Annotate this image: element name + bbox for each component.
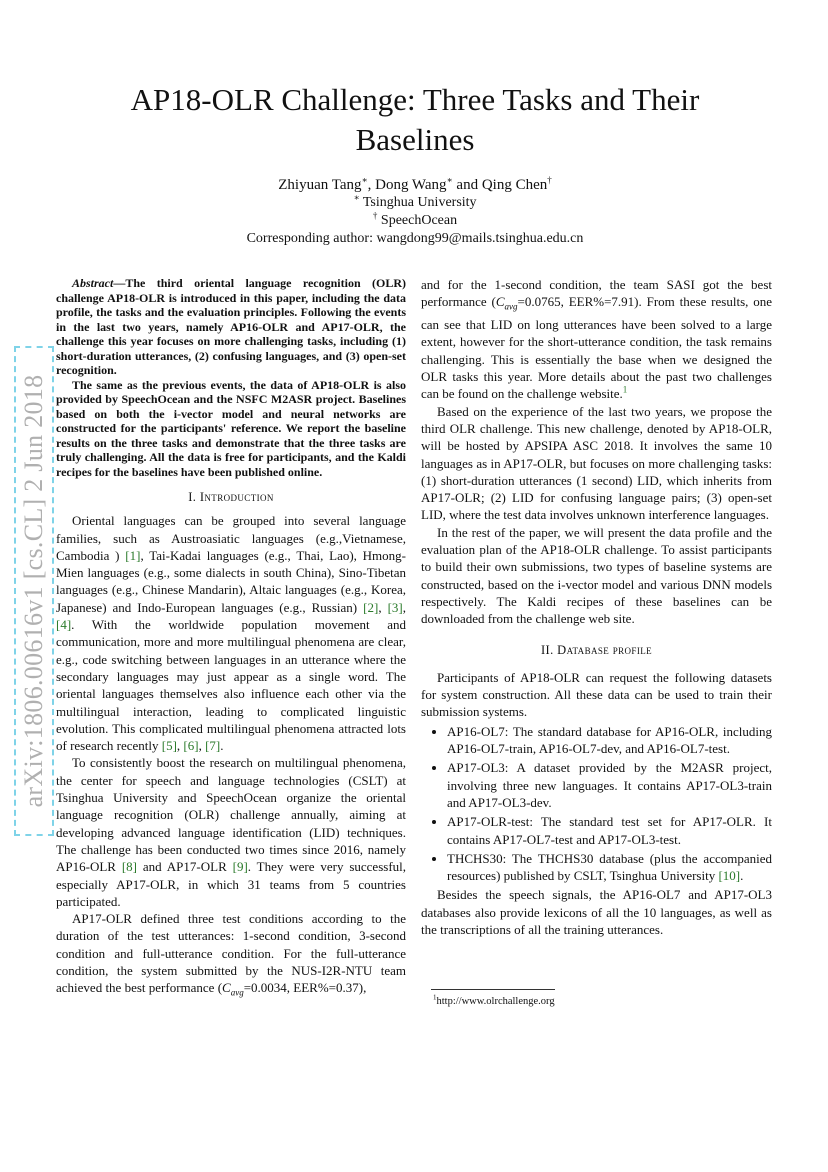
paper-title: AP18-OLR Challenge: Three Tasks and Their Baselines [130, 82, 700, 157]
list-item: • AP16-OL7: The standard database for AP16-OLR, including AP16-OL7-train, AP16-OL7-dev, and AP16-OL7-test. [447, 723, 772, 758]
right-paragraph-1: and for the 1-second condition, the team SASI got the best performance ($C_{avg}=0.0765$, EER%=7.91). From these results, one can see that LID on long utterances have been solved to a large extent, however for the short-utterance condition, the task remains challenging. This is essentially the base when we designed the OLR tasks this year. More details about the past two challenges can be found on the challenge website.$^1$ [421, 277, 772, 402]
list-item: • AP17-OL3: A dataset provided by the M2ASR project, involving three new languages. It contains AP17-OL3-train and AP17-OL3-dev. [447, 759, 772, 811]
citation-link[interactable]: [8] [121, 859, 137, 875]
citation-link[interactable]: [1] [125, 547, 141, 563]
abstract-paragraph-2: The same as the previous events, the data of AP18-OLR is also provided by SpeechOcean and the NSFC M2ASR project. Baselines based on both the i-vector model and neural networks are constructed for the participants' reference. We report the baseline results on the three tasks and demonstrate that the three tasks are truly challenging. All the data is free for participants, and the Kaldi recipes for the baselines have been published online. [56, 377, 406, 479]
abstract-paragraph-1: Abstract—The third oriental language recognition (OLR) challenge AP18-OLR is introduced in this paper, including the data profile, the tasks and the evaluation principles. Following the events in the last two years, namely AP16-OLR and AP17-OLR, the challenge this year focuses on more challenging tasks, including (1) short-duration utterances, (2) confusing languages, and (3) open-set recognition. [56, 276, 406, 377]
list-item: • THCHS30: The THCHS30 database (plus the accompanied resources) published by CSLT, Tsinghua University [10]. [447, 850, 772, 885]
citation-link[interactable]: [4] [56, 617, 72, 633]
affiliation-2: † SpeechOcean [372, 210, 458, 228]
arxiv-identifier: arXiv:1806.00616v1 [cs.CL] 2 Jun 2018 [19, 374, 48, 808]
abstract [56, 276, 406, 479]
author-block [80, 176, 750, 248]
citation-link[interactable]: [6] [183, 738, 199, 754]
right-paragraph-5: Besides the speech signals, the AP16-OL7 and AP17-OL3 databases also provide lexicons of all the 10 languages, as well as the transcriptions of all the training utterances. [421, 887, 772, 937]
citation-link[interactable]: [9] [232, 859, 248, 875]
author-names: Zhiyuan Tang∗, Dong Wang∗ and Qing Chen† [278, 175, 552, 193]
right-paragraph-4: Participants of AP18-OLR can request the following datasets for system construction. All these data can be used to train their submission systems. [421, 669, 772, 720]
footnote-link[interactable]: 1 [622, 385, 628, 396]
citation-link[interactable]: [7] [205, 738, 221, 754]
cavg-symbol: $C_{avg}$ [222, 980, 244, 998]
arxiv-identifier-stamp [14, 346, 54, 836]
corresponding-author: Corresponding author: wangdong99@mails.tsinghua.edu.cn [246, 231, 584, 246]
list-item: • AP17-OLR-test: The standard test set for AP17-OLR. It contains AP17-OL7-test and AP17-OL3-test. [447, 813, 772, 848]
section-heading-introduction: I. Introduction [188, 490, 274, 504]
citation-link[interactable]: [5] [161, 738, 177, 754]
footnote: $^1$http://www.olrchallenge.org [433, 993, 555, 1007]
right-paragraph-3: In the rest of the paper, we will present the data profile and the evaluation plan of the AP18-OLR challenge. To assist participants to build their own submissions, two types of baseline systems are constructed, based on the i-vector model and various DNN models respectively. The Kaldi recipes of these baselines can be downloaded from the challenge web site. [421, 524, 772, 627]
affiliation-1: ∗ Tsinghua University [353, 192, 477, 210]
intro-paragraph-3: AP17-OLR defined three test conditions according to the duration of the test utterances: 1-second condition, 3-second condition and full-utterance condition. For the full-utterance condition, the system submitted by the NUS-I2R-NTU team achieved the best performance ($C_{avg}=0.0034$, EER%=0.37), [56, 911, 406, 998]
dataset-list [421, 723, 772, 885]
footnote-url[interactable]: http://www.olrchallenge.org [436, 996, 555, 1007]
left-column [56, 276, 406, 1002]
cavg-symbol: $C_{avg}$ [495, 294, 518, 312]
citation-link[interactable]: [3] [387, 599, 403, 615]
citation-link[interactable]: [2] [363, 599, 379, 615]
footnote-divider [431, 989, 555, 990]
intro-paragraph-2: To consistently boost the research on multilingual phenomena, the center for speech and language technologies (CSLT) at Tsinghua University and SpeechOcean organize the oriental language recognition (OLR) challenge annually, aiming at developing advanced language identification (LID) techniques. The challenge has been conducted two times since 2016, namely AP16-OLR [8] and AP17-OLR [9]. They were very successful, especially AP17-OLR, in which 31 teams from 5 countries participated. [56, 755, 407, 909]
right-column [421, 276, 772, 938]
right-paragraph-2: Based on the experience of the last two years, we propose the third OLR challenge. This new challenge, denoted by AP18-OLR, will be hosted by APSIPA ASC 2018. It involves the same 10 languages as in AP17-OLR, but focuses on more challenging tasks: (1) short-duration utterances (1 second) LID, which inherits from AP17-OLR; (2) LID for confusing language pairs; (3) open-set LID, where the test data involves unknown interference languages. [421, 403, 772, 523]
intro-paragraph-1: Oriental languages can be grouped into several language families, such as Austroasiatic languages (e.g.,Vietnamese, Cambodia ) [1], Tai-Kadai languages (e.g., Thai, Lao), Hmong-Mien languages (e.g., some dialects in south China), Sino-Tibetan languages (e.g., Chinese Mandarin), Altaic languages (e.g., Korea, Japanese) and Indo-European languages (e.g., Russian) [2], [3], [4]. With the worldwide population movement and communication, more and more multilingual phenomena are clear, e.g., code switching between languages in an utterance where the secondary languages may just appear as a single word. The oriental languages themselves also influence each other via the multilingual interaction, leading to complicated linguistic evolution. This complicated multilingual phenomena attracted lots of research recently [5], [6], [7]. [56, 513, 407, 754]
citation-link[interactable]: [10] [718, 868, 741, 884]
section-heading-database-profile: II. Database profile [540, 642, 653, 657]
